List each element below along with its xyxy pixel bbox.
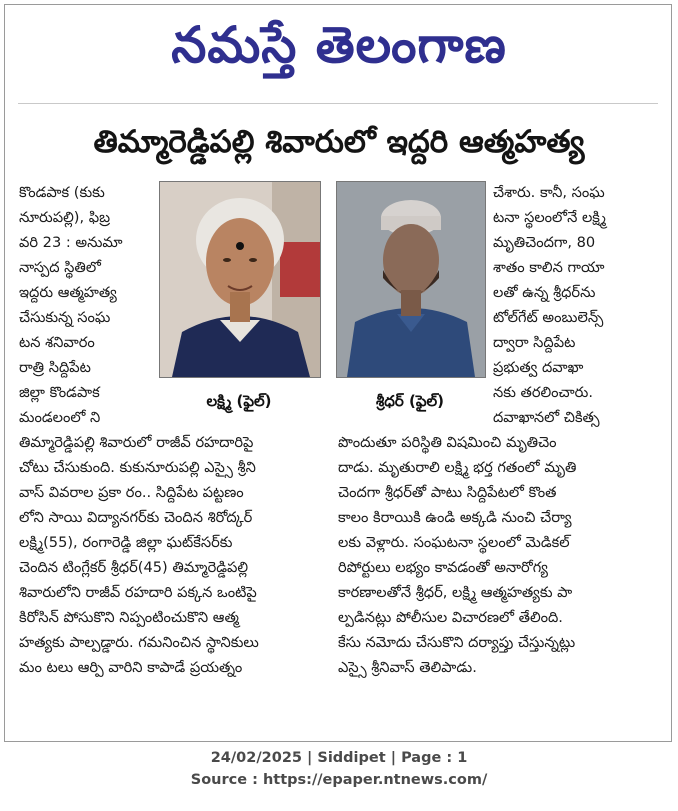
- text-line: దాడు. మృతురాలి లక్ష్మి భర్త గతంలో మృతి: [338, 459, 577, 476]
- lakshmi-caption: లక్ష్మి (ఫైల్): [206, 392, 272, 410]
- footer-source: Source : https://epaper.ntnews.com/: [190, 772, 488, 788]
- newspaper-masthead: నమస్తే తెలంగాణ: [171, 16, 507, 74]
- text-line: టన శనివారం: [19, 334, 95, 351]
- text-line: రిపోర్టులు లభ్యం కావడంతో అనారోగ్య: [338, 559, 548, 576]
- text-line: దవాఖానలో చికిత్స: [493, 409, 600, 426]
- text-line: పొందుతూ పరిస్థితి విషమించి మృతిచెం: [338, 434, 557, 451]
- sridhar-caption: శ్రీధర్ (ఫైల్): [376, 392, 444, 410]
- text-line: చెందగా శ్రీధర్‌తో పాటు సిద్దిపేటలో కొంత: [338, 484, 557, 501]
- text-line: లతో ఉన్న శ్రీధర్‌ను: [493, 284, 596, 301]
- text-line: రాత్రి సిద్దిపేట: [19, 359, 91, 376]
- article-column-lower-right: [338, 430, 658, 680]
- text-line: ఎస్సై శ్రీనివాస్ తెలిపాడు.: [338, 659, 477, 676]
- footer-date-edition: 24/02/2025 | Siddipet | Page : 1: [210, 750, 468, 766]
- text-line: హత్యకు పాల్పడ్డారు. గమనించిన స్థానికులు: [19, 634, 259, 651]
- masthead-divider: [18, 103, 658, 104]
- text-line: ప్రభుత్వ దవాఖా: [493, 359, 584, 376]
- lakshmi-photo: [159, 181, 321, 378]
- text-line: చేశారు. కానీ, సంఘ: [493, 184, 605, 201]
- text-line: కారణాలతోనే శ్రీధర్, లక్ష్మి ఆత్మహత్యకు పా: [338, 584, 573, 601]
- text-line: కిరోసిన్ పోసుకొని నిప్పంటించుకొని ఆత్మ: [19, 609, 239, 626]
- text-line: జిల్లా కొండపాక: [19, 384, 100, 401]
- text-line: టనా స్థలంలోనే లక్ష్మి: [493, 209, 607, 226]
- text-line: మండలంలో ని: [19, 409, 101, 426]
- text-line: వరి 23 : అనుమా: [19, 234, 123, 251]
- text-line: ద్వారా సిద్దిపేట: [493, 334, 576, 351]
- text-line: శివారులోని రాజీవ్ రహదారి పక్కన ఒంటిపై: [19, 584, 257, 601]
- text-line: లక్ష్మి(55), రంగారెడ్డి జిల్లా ఘట్‌కేసర్‌కు: [19, 534, 233, 551]
- lakshmi-photo-illustration: [160, 182, 320, 377]
- text-line: చెందిన టింగ్లేకర్ శ్రీధర్(45) తిమ్మారెడ్డిపల్లి: [19, 559, 249, 576]
- article-headline: తిమ్మారెడ్డిపల్లి శివారులో ఇద్దరి ఆత్మహత్య: [93, 124, 585, 160]
- text-line: టోల్‌గేట్ అంబులెన్స్: [493, 309, 604, 326]
- text-line: కేసు నమోదు చేసుకొని దర్యాప్తు చేస్తున్నట్లు: [338, 634, 576, 651]
- text-line: వాస్ వివరాల ప్రకా రం.. సిద్దిపేట పట్టణం: [19, 484, 244, 501]
- text-line: మృతిచెందగా, 80: [493, 234, 596, 251]
- article-column-right: [493, 180, 651, 430]
- text-line: కొండపాక (కుకు: [19, 184, 105, 201]
- text-line: మం టలు ఆర్పి వారిని కాపాడే ప్రయత్నం: [19, 659, 243, 676]
- text-line: చోటు చేసుకుంది. కుకునూరుపల్లి ఎస్సై శ్రీని: [19, 459, 256, 476]
- text-line: నాస్పద స్థితిలో: [19, 259, 101, 276]
- text-line: లకు వెళ్లారు. సంఘటనా స్థలంలో మెడికల్: [338, 534, 570, 551]
- text-line: కాలం కిరాయికి ఉండి అక్కడి నుంచి చేర్యా: [338, 509, 572, 526]
- sridhar-photo-illustration: [337, 182, 485, 377]
- article-column-lower-left: [19, 430, 324, 680]
- text-line: నకు తరలించారు.: [493, 384, 593, 401]
- text-line: నూరుపల్లి), ఫిబ్ర: [19, 209, 111, 226]
- text-line: చేసుకున్న సంఘ: [19, 309, 111, 326]
- text-line: తిమ్మారెడ్డిపల్లి శివారులో రాజీవ్ రహదారిపై: [19, 434, 254, 451]
- text-line: శాతం కాలిన గాయా: [493, 259, 605, 276]
- article-column-left: [19, 180, 149, 430]
- text-line: లోని సాయి విద్యానగర్‌కు చెందిన శిరోద్కర్: [19, 509, 253, 526]
- text-line: ల్పడినట్లు పోలీసుల విచారణలో తేలింది.: [338, 609, 563, 626]
- text-line: ఇద్దరు ఆత్మహత్య: [19, 284, 117, 301]
- sridhar-photo: [336, 181, 486, 378]
